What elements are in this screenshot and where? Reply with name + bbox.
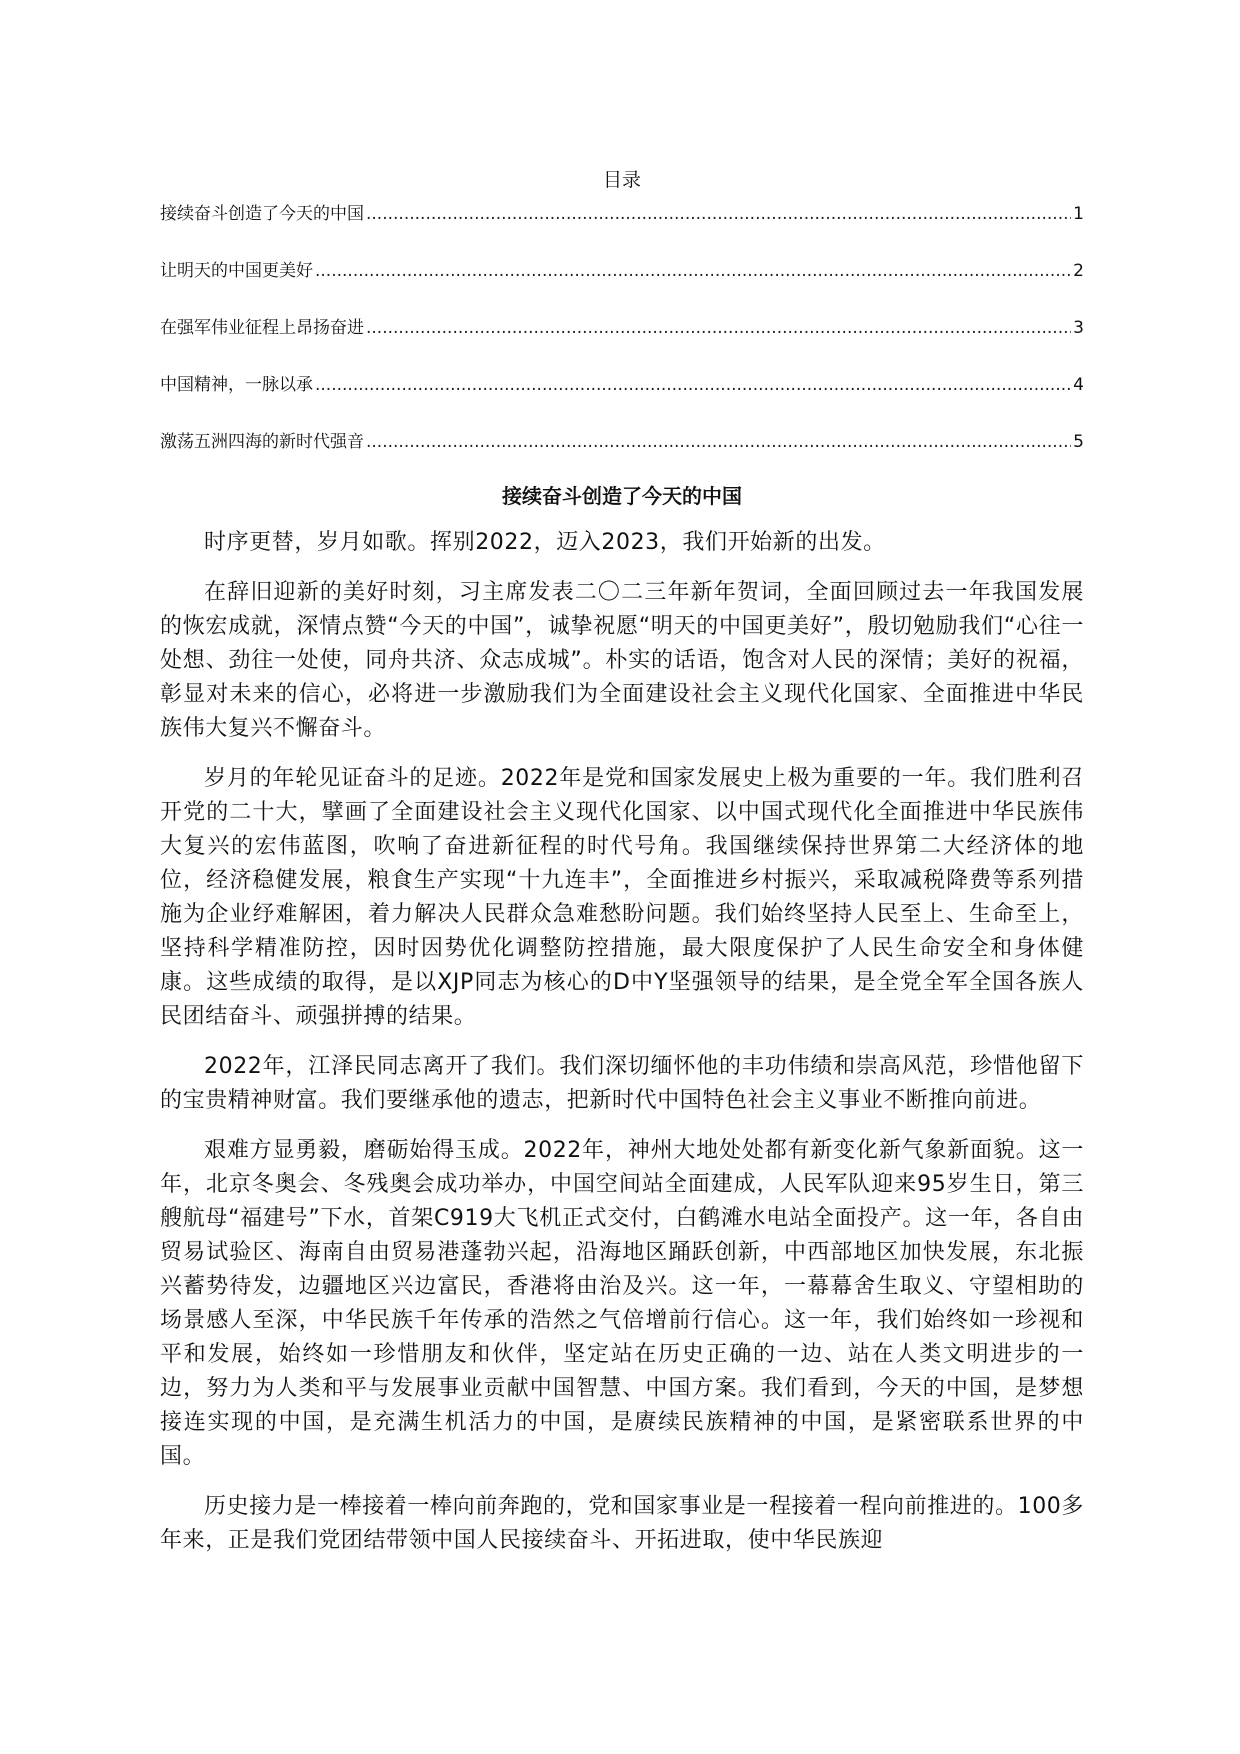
toc-entry-2[interactable]	[160, 257, 1084, 285]
toc-entry-5[interactable]	[160, 428, 1084, 456]
article-title: 接续奋斗创造了今天的中国	[502, 484, 742, 508]
article-paragraph: 2022年，江泽民同志离开了我们。我们深切缅怀他的丰功伟绩和崇高风范，珍惜他留下的宝贵精神财富。我们要继承他的遗志，把新时代中国特色社会主义事业不断推向前进。	[160, 1054, 1084, 1113]
toc-entry-text: 接续奋斗创造了今天的中国	[160, 204, 364, 224]
toc-entry-3[interactable]	[160, 314, 1084, 342]
toc-leader-dots	[315, 257, 1071, 285]
toc-entry-page: 5	[1073, 432, 1084, 452]
toc-entry-page: 2	[1073, 261, 1084, 281]
article-paragraph: 时序更替，岁月如歌。挥别2022，迈入2023，我们开始新的出发。	[204, 530, 886, 555]
toc-leader-dots	[315, 371, 1071, 399]
article-paragraph: 艰难方显勇毅，磨砺始得玉成。2022年，神州大地处处都有新变化新气象新面貌。这一年，北京冬奥会、冬残奥会成功举办，中国空间站全面建成，人民军队迎来95岁生日，第三艘航母“福建号”下水，首架C919大飞机正式交付，白鹤滩水电站全面投产。这一年，各自由贸易试验区、海南自由贸易港蓬勃兴起，沿海地区踊跃创新，中西部地区加快发展，东北振兴蓄势待发，边疆地区兴边富民，香港将由治及兴。这一年，一幕幕舍生取义、守望相助的场景感人至深，中华民族千年传承的浩然之气倍增前行信心。这一年，我们始终如一珍视和平和发展，始终如一珍惜朋友和伙伴，坚定站在历史正确的一边、站在人类文明进步的一边，努力为人类和平与发展事业贡献中国智慧、中国方案。我们看到，今天的中国，是梦想接连实现的中国，是充满生机活力的中国，是赓续民族精神的中国，是紧密联系世界的中国。	[160, 1138, 1084, 1469]
toc-entry-page: 4	[1073, 375, 1084, 395]
toc-entry-1[interactable]	[160, 200, 1084, 228]
article-paragraph: 在辞旧迎新的美好时刻，习主席发表二〇二三年新年贺词，全面回顾过去一年我国发展的恢宏成就，深情点赞“今天的中国”，诚挚祝愿“明天的中国更美好”，殷切勉励我们“心往一处想、劲往一处使，同舟共济、众志成城”。朴实的话语，饱含对人民的深情；美好的祝福，彰显对未来的信心，必将进一步激励我们为全面建设社会主义现代化国家、全面推进中华民族伟大复兴不懈奋斗。	[160, 580, 1084, 741]
document-page	[160, 160, 1084, 1574]
toc-entry-page: 1	[1073, 204, 1084, 224]
toc-entry-text: 让明天的中国更美好	[160, 261, 313, 281]
article-body	[160, 526, 1084, 1558]
article-paragraph: 历史接力是一棒接着一棒向前奔跑的，党和国家事业是一程接着一程向前推进的。100多年来，正是我们党团结带领中国人民接续奋斗、开拓进取，使中华民族迎	[160, 1494, 1084, 1553]
toc-entry-text: 在强军伟业征程上昂扬奋进	[160, 318, 364, 338]
table-of-contents	[160, 200, 1084, 456]
toc-entry-text: 中国精神，一脉以承	[160, 375, 313, 395]
toc-leader-dots	[366, 200, 1071, 228]
toc-entry-page: 3	[1073, 318, 1084, 338]
toc-leader-dots	[366, 428, 1071, 456]
toc-title: 目录	[602, 169, 641, 191]
toc-entry-4[interactable]	[160, 371, 1084, 399]
article-paragraph: 岁月的年轮见证奋斗的足迹。2022年是党和国家发展史上极为重要的一年。我们胜利召开党的二十大，擘画了全面建设社会主义现代化国家、以中国式现代化全面推进中华民族伟大复兴的宏伟蓝图，吹响了奋进新征程的时代号角。我国继续保持世界第二大经济体的地位，经济稳健发展，粮食生产实现“十九连丰”，全面推进乡村振兴，采取减税降费等系列措施为企业纾难解困，着力解决人民群众急难愁盼问题。我们始终坚持人民至上、生命至上，坚持科学精准防控，因时因势优化调整防控措施，最大限度保护了人民生命安全和身体健康。这些成绩的取得，是以XJP同志为核心的D中Y坚强领导的结果，是全党全军全国各族人民团结奋斗、顽强拼搏的结果。	[160, 766, 1084, 1029]
toc-entry-text: 激荡五洲四海的新时代强音	[160, 432, 364, 452]
toc-leader-dots	[366, 314, 1071, 342]
